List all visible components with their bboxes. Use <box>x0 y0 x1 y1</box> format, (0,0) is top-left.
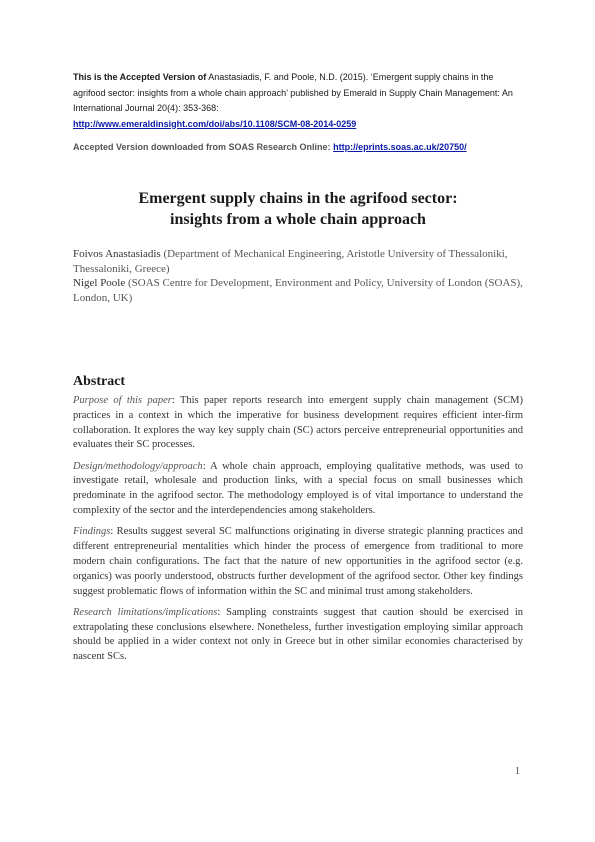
author-affiliation: (SOAS Centre for Development, Environment and Policy, University of London (SOAS), London, UK) <box>73 277 523 304</box>
section-text: This paper reports research into emergent supply chain management (SCM) practices in a context in which the imperative for business development requires efficient inter-firm collaboration. It explores the way key supply chain (SC) actors perceive entrepreneurial opportunities and evaluates their SC processes. <box>73 395 523 451</box>
author-affiliation: (Department of Mechanical Engineering, Aristotle University of Thessaloniki, Thessaloniki, Greece) <box>73 248 508 275</box>
abstract-design: Design/methodology/approach: A whole chain approach, employing qualitative methods, was used to investigate retail, wholesale and production links, with a special focus on small businesses which predominate in the agrifood sector. The methodology employed is of vital importance to understand the complexity of the sector and the interdependencies among stakeholders. <box>73 460 523 517</box>
abstract-limitations: Research limitations/implications: Sampling constraints suggest that caution should be exercised in extrapolating these conclusions elsewhere. Nonetheless, further investigation employing similar approach should be applied in a wider context not only in Greece but in other similar economies characterised by nascent SCs. <box>73 606 524 663</box>
section-text: Results suggest several SC malfunctions originating in diverse strategic planning practices and different entrepreneurial mentalities which hinder the process of emergence from traditional to more modern chain configurations. The fact that the nature of new opportunities in the agrifood sector (e.g. organics) was poorly understood, obstructs further development of the agrifood sector. Other key findings suggest problematic flows of information within the SC and minimal trust among stakeholders. <box>73 526 523 597</box>
citation-block <box>73 70 528 132</box>
author-name: Foivos Anastasiadis <box>73 248 161 260</box>
author-name: Nigel Poole <box>73 277 126 289</box>
abstract-body <box>73 394 523 672</box>
download-notice <box>73 140 528 155</box>
paper-title <box>73 188 523 230</box>
author-list <box>73 247 523 305</box>
abstract-purpose: Purpose of this paper: This paper reports research into emergent supply chain management (SCM) practices in a context in which the imperative for business development requires efficient inter-firm collaboration. It explores the way key supply chain (SC) actors perceive entrepreneurial opportunities and evaluates their SC processes. <box>73 395 523 451</box>
page-number: 1 <box>515 766 520 777</box>
citation-reference: Anastasiadis, F. and Poole, N.D. (2015). ‘Emergent supply chains in the agrifood sector: insights from a whole chain approach’ published by Emerald in Supply Chain Management: An International Journal 20(4): 353-368: <box>73 72 513 113</box>
citation-lead: This is the Accepted Version of <box>73 72 207 82</box>
section-label: Research limitations/implications <box>73 606 218 618</box>
title-line-1: Emergent supply chains in the agrifood sector: <box>138 190 458 207</box>
abstract-heading: Abstract <box>73 374 126 389</box>
section-label: Findings <box>73 526 111 538</box>
author-1 <box>73 247 523 276</box>
section-label: Design/methodology/approach <box>73 460 203 472</box>
citation-link[interactable]: http://www.emeraldinsight.com/doi/abs/10.1108/SCM-08-2014-0259 <box>73 118 357 129</box>
section-text: Sampling constraints suggest that caution should be exercised in extrapolating these conclusions elsewhere. Nonetheless, further investigation employing similar approach should be applied in a wider context not only in Greece but in other similar economies characterised by nascent SCs. <box>73 606 524 663</box>
section-label: Purpose of this paper <box>73 395 172 406</box>
title-line-2: insights from a whole chain approach <box>170 211 426 228</box>
download-lead: Accepted Version downloaded from SOAS Research Online: <box>73 142 331 152</box>
download-link[interactable]: http://eprints.soas.ac.uk/20750/ <box>333 142 467 152</box>
author-2 <box>73 276 523 305</box>
section-text: A whole chain approach, employing qualitative methods, was used to investigate retail, wholesale and production links, with a special focus on small businesses which predominate in the agrifood sector. The methodology employed is of vital importance to understand the complexity of the sector and the interdependencies among stakeholders. <box>73 460 523 517</box>
abstract-findings: Findings: Results suggest several SC malfunctions originating in diverse strategic planning practices and different entrepreneurial mentalities which hinder the process of emergence from traditional to more modern chain configurations. The fact that the nature of new opportunities in the agrifood sector (e.g. organics) was poorly understood, obstructs further development of the agrifood sector. Other key findings suggest problematic flows of information within the SC and minimal trust among stakeholders. <box>73 526 523 597</box>
